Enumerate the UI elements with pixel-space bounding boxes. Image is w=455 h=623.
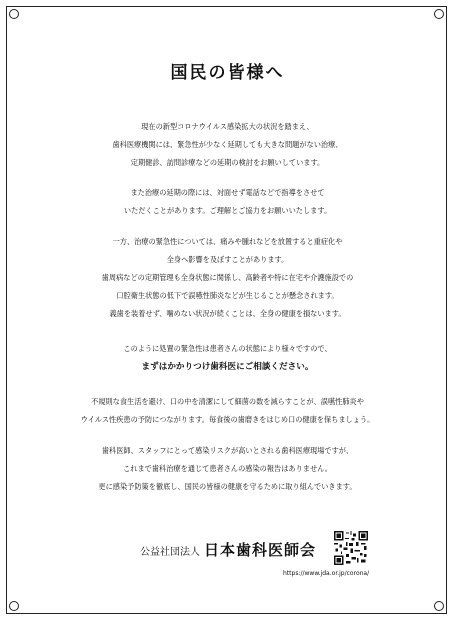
paragraph-line: 口腔衛生状態の低下で誤嚥性肺炎などが生じることが懸念されます。 (116, 291, 339, 300)
page-title: 国民の皆様へ (170, 63, 285, 83)
paragraph-1 (0, 118, 455, 172)
corner-ornament (434, 601, 444, 611)
paragraph-2 (0, 184, 455, 220)
paragraph-line: 全身へ影響を及ぼすことがあります。 (166, 255, 289, 264)
paragraph-line: 歯科医師、スタッフにとって感染リスクが高いとされる歯科医療現場ですが、 (101, 446, 354, 455)
paragraph-line: 義歯を装着せず、噛めない状況が続くことは、全身の健康を損ないます。 (109, 309, 346, 318)
emphasis-line: まずはかかりつけ歯科医にご相談ください。 (141, 362, 314, 372)
paragraph-line: このように処置の緊急性は患者さんの状態により様々ですので、 (123, 344, 332, 353)
paragraph-line: 現在の新型コロナウイルス感染拡大の状況を踏まえ、 (141, 122, 314, 131)
paragraph-line: 歯科医療機関には、緊急性が少なく延期しても大きな問題がない治療、 (112, 140, 343, 149)
qr-code-icon[interactable] (334, 531, 368, 565)
paragraph-4 (0, 340, 455, 376)
paragraph-3 (0, 233, 455, 323)
paragraph-line: ウイルス性疾患の予防につながります。毎食後の歯磨きをはじめ口の健康を保ちましょう。 (80, 415, 375, 424)
organization-name: 日本歯科医師会 (204, 541, 317, 559)
corner-ornament (9, 601, 19, 611)
organization-signature (140, 539, 316, 560)
corner-ornament (9, 9, 19, 19)
website-url[interactable]: https://www.jda.or.jp/corona/ (283, 570, 370, 577)
paragraph-line: 不規則な食生活を避け、口の中を清潔にして細菌の数を減らすことが、誤嚥性肺炎や (91, 397, 364, 406)
paragraph-6 (0, 442, 455, 496)
corner-ornament (434, 9, 444, 19)
paragraph-line: 一方、治療の緊急性については、痛みや腫れなどを放置すると重症化や (112, 237, 343, 246)
paragraph-line: また治療の延期の際には、対面せず電話などで指導をさせて (130, 188, 325, 197)
paragraph-line: いただくことがあります。ご理解とご協力をお願いいたします。 (123, 206, 332, 215)
organization-prefix: 公益社団法人 (140, 547, 200, 558)
paragraph-line: 定期健診、訪問診療などの延期の検討をお願いしています。 (130, 158, 325, 167)
paragraph-5 (0, 393, 455, 429)
paragraph-line: 更に感染予防策を徹底し、国民の皆様の健康を守るために取り組んでいきます。 (98, 482, 357, 491)
paragraph-line: 歯周病などの定期管理も全身状態に関係し、高齢者や特に在宅や介護施設での (101, 273, 354, 282)
paragraph-line: これまで歯科治療を通じて患者さんの感染の報告はありません。 (123, 464, 332, 473)
